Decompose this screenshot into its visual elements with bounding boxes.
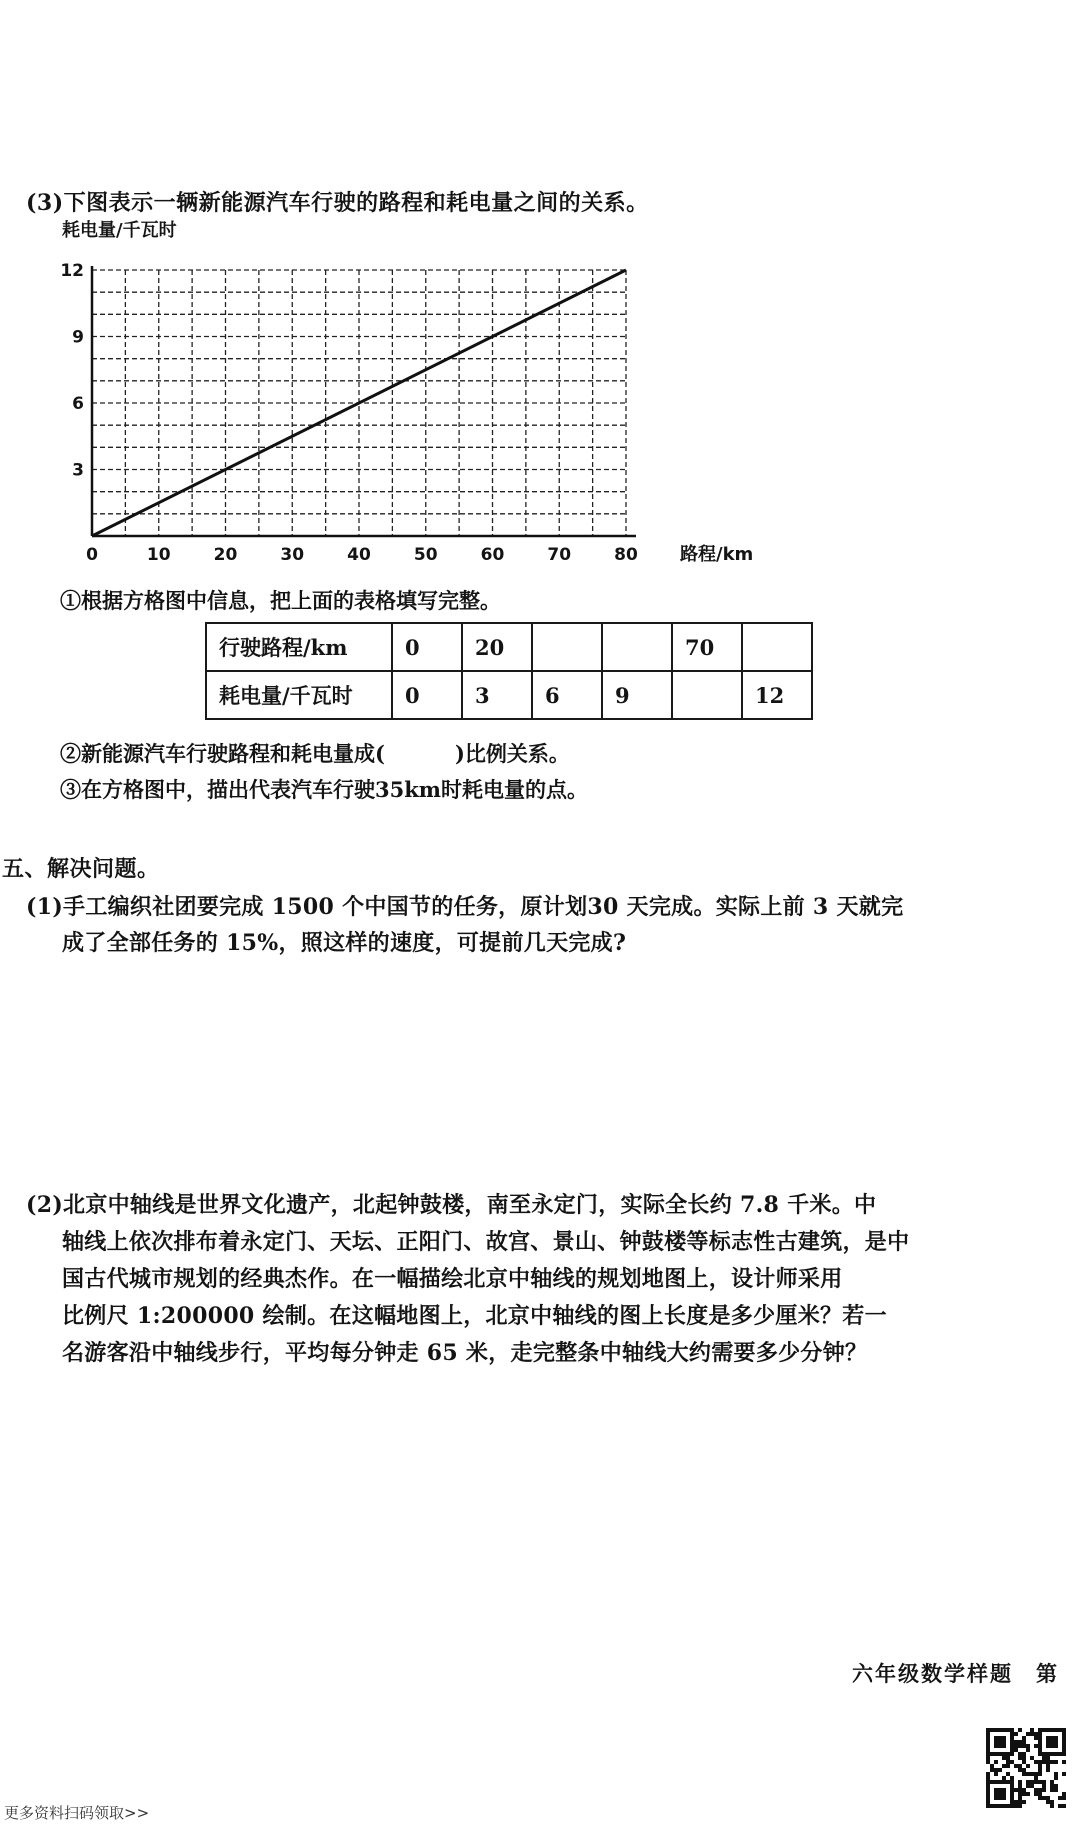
- table-cell[interactable]: [602, 623, 672, 671]
- table-row-power: [206, 671, 812, 719]
- table-cell: 0: [392, 671, 462, 719]
- x-tick-label: 80: [614, 545, 638, 565]
- problem-2-line-4: 比例尺 1:200000 绘制。在这幅地图上，北京中轴线的图上长度是多少厘米？若一: [62, 1303, 887, 1329]
- fill-in-table: [205, 622, 813, 720]
- sub-question-3: ③在方格图中，描出代表汽车行驶35km时耗电量的点。: [60, 777, 588, 802]
- x-axis-label: 路程/km: [680, 544, 754, 565]
- sub-question-2-post: )比例关系。: [454, 741, 570, 766]
- x-tick-label: 40: [347, 545, 371, 565]
- table-cell: 70: [672, 623, 742, 671]
- problem-2-line-2: 轴线上依次排布着永定门、天坛、正阳门、故宫、景山、钟鼓楼等标志性古建筑，是中: [62, 1229, 910, 1255]
- problem-1-line-1: (1)手工编织社团要完成 1500 个中国节的任务，原计划30 天完成。实际上前 3 天就完: [26, 894, 904, 920]
- table-cell[interactable]: [742, 623, 812, 671]
- y-tick-label: 6: [72, 394, 84, 414]
- problem-2-line-5: 名游客沿中轴线步行，平均每分钟走 65 米，走完整条中轴线大约需要多少分钟？: [62, 1340, 868, 1366]
- x-tick-label: 70: [547, 545, 572, 565]
- x-tick-label: 0: [86, 545, 98, 565]
- x-tick-label: 60: [480, 545, 505, 565]
- qr-code-icon[interactable]: [986, 1728, 1066, 1808]
- section-5-heading: 五、解决问题。: [2, 856, 160, 882]
- y-tick-label: 3: [72, 460, 84, 481]
- y-axis-label: 耗电量/千瓦时: [62, 220, 177, 241]
- x-tick-label: 30: [280, 545, 305, 565]
- table-cell[interactable]: [672, 671, 742, 719]
- table-row-distance: [206, 623, 812, 671]
- problem-1-line-2: 成了全部任务的 15%，照这样的速度，可提前几天完成?: [62, 930, 627, 956]
- x-tick-label: 10: [146, 545, 171, 565]
- problem-2-line-1: (2)北京中轴线是世界文化遗产，北起钟鼓楼，南至永定门，实际全长约 7.8 千米。中: [26, 1192, 877, 1218]
- table-cell: 0: [392, 623, 462, 671]
- distance-power-chart: [40, 214, 754, 570]
- table-cell: 20: [462, 623, 532, 671]
- sub-question-2-pre: ②新能源汽车行驶路程和耗电量成(: [60, 741, 385, 766]
- problem-2-line-3: 国古代城市规划的经典杰作。在一幅描绘北京中轴线的规划地图上，设计师采用: [62, 1266, 843, 1292]
- x-tick-label: 20: [213, 545, 238, 565]
- x-tick-label: 50: [413, 545, 438, 565]
- sub-question-2: [60, 738, 570, 768]
- y-tick-label: 9: [72, 327, 84, 348]
- x-tick-labels: [86, 545, 638, 565]
- table-cell: 3: [462, 671, 532, 719]
- y-tick-labels: [60, 261, 84, 481]
- table-cell: 9: [602, 671, 672, 719]
- table-header-distance: 行驶路程/km: [206, 623, 392, 671]
- page-footer-label: 六年级数学样题 第: [852, 1661, 1059, 1686]
- table-cell: 6: [532, 671, 602, 719]
- y-tick-label: 12: [60, 261, 84, 281]
- table-cell: 12: [742, 671, 812, 719]
- table-cell[interactable]: [532, 623, 602, 671]
- scan-for-more-text[interactable]: 更多资料扫码领取>>: [4, 1804, 150, 1822]
- sub-question-1: ①根据方格图中信息，把上面的表格填写完整。: [60, 588, 501, 613]
- question-3-title: (3)下图表示一辆新能源汽车行驶的路程和耗电量之间的关系。: [26, 190, 649, 216]
- table-header-power: 耗电量/千瓦时: [206, 671, 392, 719]
